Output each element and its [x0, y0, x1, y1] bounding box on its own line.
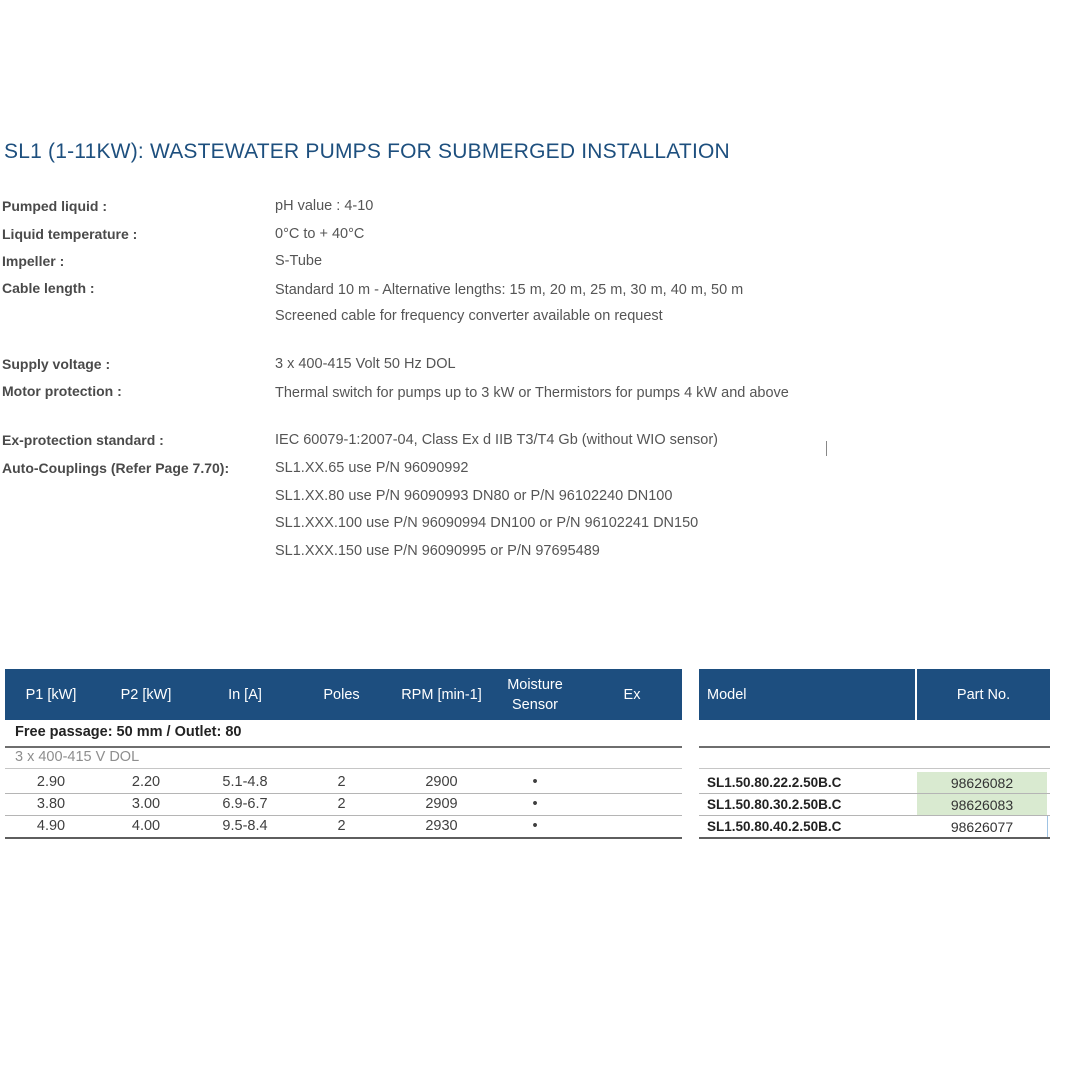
divider: [5, 837, 682, 839]
spec-value-line: SL1.XX.80 use P/N 96090993 DN80 or P/N 96102240 DN100: [275, 487, 673, 504]
spec-value: [275, 432, 790, 453]
cell-p1: 4.90: [36, 818, 66, 834]
cell-moisture-sensor: •: [532, 818, 538, 834]
cell-part-no: 98626083: [917, 794, 1047, 816]
table-voltage-label: 3 x 400-415 V DOL: [15, 749, 140, 765]
divider: [699, 746, 1050, 748]
column-header-in: In [A]: [228, 686, 262, 703]
table-row: [5, 772, 682, 794]
table-row: [699, 772, 1050, 794]
spec-value: [275, 198, 790, 219]
spec-value-line: Standard 10 m - Alternative lengths: 15 m, 20 m, 25 m, 30 m, 40 m, 50 m: [275, 282, 744, 298]
divider: [699, 837, 1050, 839]
column-header-model: Model: [707, 686, 747, 703]
spec-label: Supply voltage :: [2, 356, 111, 372]
cell-model: SL1.50.80.30.2.50B.C: [707, 797, 842, 812]
spec-impeller: [0, 253, 1000, 273]
divider: [699, 768, 1050, 769]
spec-value: [275, 280, 790, 329]
cell-rpm: 2930: [425, 818, 458, 834]
table-subheading: Free passage: 50 mm / Outlet: 80: [15, 724, 242, 740]
cell-part-no: 98626082: [917, 772, 1047, 794]
table-row: [699, 816, 1050, 838]
spec-value-line: SL1.XX.65 use P/N 96090992: [275, 460, 469, 476]
cell-in: 5.1-4.8: [222, 774, 268, 790]
spec-liquid-temperature: [0, 226, 1000, 246]
table-header: [699, 669, 1050, 720]
spec-cable-length: [0, 280, 1000, 324]
cell-rpm: 2909: [425, 796, 458, 812]
column-header-rpm: RPM [min-1]: [401, 686, 482, 703]
column-header-poles: Poles: [323, 686, 360, 703]
cell-moisture-sensor: •: [532, 796, 538, 812]
spec-label: Impeller :: [2, 253, 65, 269]
table-row: [5, 816, 682, 838]
spec-label: Cable length :: [2, 280, 95, 296]
divider: [5, 768, 682, 769]
cell-part-no: 98626077: [950, 819, 1014, 835]
spec-value: [275, 460, 790, 570]
spec-value: [275, 356, 790, 377]
spec-label: Pumped liquid :: [2, 198, 107, 214]
column-header-moisture-sensor: Moisture Sensor: [507, 676, 563, 713]
cell-poles: 2: [337, 796, 346, 812]
cell-model: SL1.50.80.22.2.50B.C: [707, 775, 842, 790]
cell-border: [1047, 816, 1048, 837]
spec-value: [275, 253, 790, 274]
column-header-p2: P2 [kW]: [120, 686, 172, 703]
cell-p1: 2.90: [36, 774, 66, 790]
spec-label: Ex-protection standard :: [2, 432, 164, 448]
spec-value-line: 0°C to + 40°C: [275, 226, 365, 242]
cell-p2: 2.20: [131, 774, 161, 790]
column-header-p1: P1 [kW]: [25, 686, 77, 703]
cell-p1: 3.80: [36, 796, 66, 812]
spec-label: Auto-Couplings (Refer Page 7.70):: [2, 460, 230, 476]
spec-value-line: Screened cable for frequency converter available on request: [275, 308, 663, 324]
page-title: SL1 (1-11KW): WASTEWATER PUMPS FOR SUBMERGED INSTALLATION: [4, 140, 730, 163]
spec-pumped-liquid: [0, 198, 1000, 218]
divider: [5, 746, 682, 748]
cell-poles: 2: [337, 818, 346, 834]
cell-model: SL1.50.80.40.2.50B.C: [707, 819, 842, 834]
spec-value: [275, 226, 790, 247]
spec-value-line: pH value : 4-10: [275, 198, 374, 214]
spec-auto-couplings: [0, 460, 1000, 559]
cell-moisture-sensor: •: [532, 774, 538, 790]
spec-ex-protection: [0, 432, 1000, 452]
spec-value-line: SL1.XXX.100 use P/N 96090994 DN100 or P/N 96102241 DN150: [275, 515, 699, 531]
spec-label: Liquid temperature :: [2, 226, 138, 242]
cell-poles: 2: [337, 774, 346, 790]
spec-label: Motor protection :: [2, 383, 122, 399]
spec-motor-protection: [0, 383, 1000, 403]
table-row: [5, 794, 682, 816]
column-header-ex: Ex: [623, 686, 641, 703]
spec-supply-voltage: [0, 356, 1000, 376]
spec-value-line: S-Tube: [275, 253, 323, 269]
cell-p2: 4.00: [131, 818, 161, 834]
spec-value-line: 3 x 400-415 Volt 50 Hz DOL: [275, 356, 456, 372]
table-header: [5, 669, 682, 720]
cell-in: 6.9-6.7: [222, 796, 268, 812]
spec-value-line: IEC 60079-1:2007-04, Class Ex d IIB T3/T4 Gb (without WIO sensor): [275, 432, 718, 448]
table-row: [699, 794, 1050, 816]
cell-in: 9.5-8.4: [222, 818, 268, 834]
stray-mark: [826, 441, 827, 456]
cell-p2: 3.00: [131, 796, 161, 812]
cell-rpm: 2900: [425, 774, 458, 790]
spec-value-line: Thermal switch for pumps up to 3 kW or Thermistors for pumps 4 kW and above: [275, 385, 789, 401]
spec-value-line: SL1.XXX.150 use P/N 96090995 or P/N 97695489: [275, 542, 600, 559]
column-header-part-no: Part No.: [956, 686, 1011, 703]
spec-value: [275, 383, 790, 404]
